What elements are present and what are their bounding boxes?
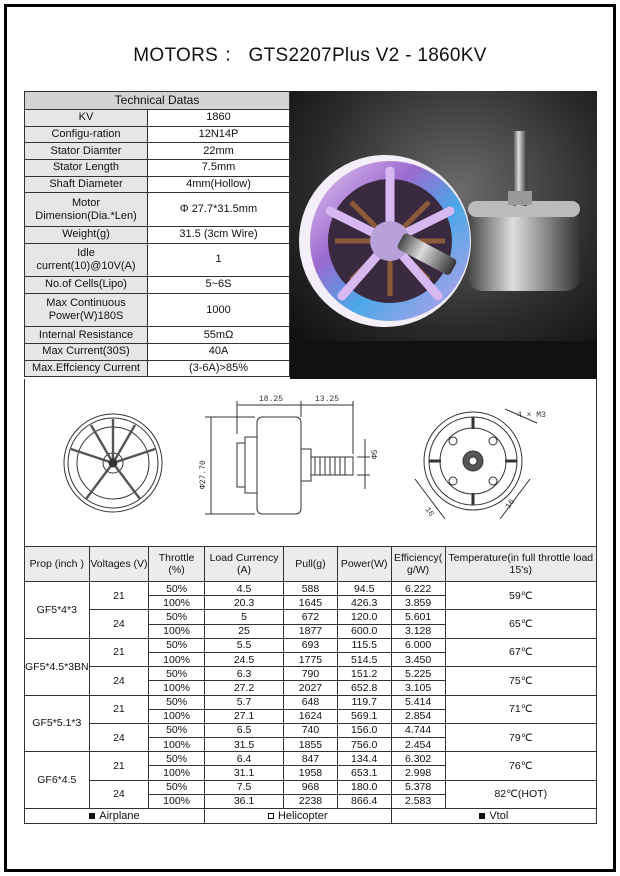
perf-value-cell: 6.3 <box>204 667 283 681</box>
prop-cell: GF5*4*3 <box>25 582 90 639</box>
perf-value-cell: 648 <box>284 695 338 709</box>
perf-value-cell: 6.000 <box>391 638 445 652</box>
spec-value: 55mΩ <box>148 327 290 344</box>
spec-row <box>25 160 290 177</box>
perf-value-cell: 119.7 <box>337 695 391 709</box>
footer-label: Helicopter <box>277 810 328 822</box>
perf-value-cell: 134.4 <box>337 752 391 766</box>
dim-diameter: Φ27.70 <box>199 460 208 489</box>
voltage-cell: 21 <box>89 582 149 610</box>
spec-label: Motor Dimension(Dia.*Len) <box>25 193 148 227</box>
filled-square-icon <box>479 813 485 819</box>
footer-label: Vtol <box>489 810 509 822</box>
dim-total-length: 18.25 <box>259 395 284 404</box>
perf-value-cell: 120.0 <box>337 610 391 624</box>
spec-value: 22mm <box>148 143 290 160</box>
temperature-cell: 67℃ <box>445 638 596 666</box>
perf-value-cell: 50% <box>149 582 205 596</box>
perf-value-cell: 569.1 <box>337 709 391 723</box>
perf-value-cell: 24.5 <box>204 652 283 666</box>
perf-value-cell: 426.3 <box>337 596 391 610</box>
perf-value-cell: 100% <box>149 681 205 695</box>
spec-row <box>25 126 290 143</box>
spec-row <box>25 110 290 127</box>
perf-value-cell: 180.0 <box>337 780 391 794</box>
perf-value-cell: 156.0 <box>337 723 391 737</box>
spec-row <box>25 176 290 193</box>
perf-value-cell: 20.3 <box>204 596 283 610</box>
spec-label: Max Current(30S) <box>25 344 148 361</box>
dim-spacing-2: 16 <box>504 497 517 511</box>
perf-value-cell: 100% <box>149 766 205 780</box>
perf-value-cell: 5 <box>204 610 283 624</box>
voltage-cell: 24 <box>89 723 149 751</box>
spec-label: No.of Cells(Lipo) <box>25 277 148 294</box>
spec-label: Configu-ration <box>25 126 148 143</box>
perf-value-cell: 652.8 <box>337 681 391 695</box>
temperature-cell: 75℃ <box>445 667 596 695</box>
perf-value-cell: 3.450 <box>391 652 445 666</box>
perf-value-cell: 588 <box>284 582 338 596</box>
voltage-cell: 24 <box>89 667 149 695</box>
footer-cell <box>391 809 596 824</box>
spec-value: 1 <box>148 243 290 277</box>
perf-value-cell: 31.5 <box>204 738 283 752</box>
perf-header-cell: Throttle (%) <box>149 547 205 582</box>
perf-value-cell: 50% <box>149 723 205 737</box>
perf-value-cell: 5.601 <box>391 610 445 624</box>
perf-value-cell: 756.0 <box>337 738 391 752</box>
spec-row <box>25 193 290 227</box>
spec-label: Shaft Diameter <box>25 176 148 193</box>
prop-cell: GF5*4.5*3BN <box>25 638 90 695</box>
perf-value-cell: 50% <box>149 610 205 624</box>
perf-value-cell: 94.5 <box>337 582 391 596</box>
perf-value-cell: 3.128 <box>391 624 445 638</box>
perf-value-cell: 6.4 <box>204 752 283 766</box>
perf-value-cell: 2027 <box>284 681 338 695</box>
perf-row <box>25 695 597 709</box>
perf-header-cell: Pull(g) <box>284 547 338 582</box>
perf-row <box>25 667 597 681</box>
perf-value-cell: 6.5 <box>204 723 283 737</box>
spec-row <box>25 293 290 327</box>
perf-row <box>25 638 597 652</box>
spec-row <box>25 226 290 243</box>
spec-value: 40A <box>148 344 290 361</box>
perf-header-cell: Prop (inch ) <box>25 547 90 582</box>
perf-row <box>25 723 597 737</box>
dim-holes: 4 × M3 <box>517 411 546 420</box>
perf-value-cell: 5.7 <box>204 695 283 709</box>
spec-value: 31.5 (3cm Wire) <box>148 226 290 243</box>
perf-value-cell: 1855 <box>284 738 338 752</box>
perf-value-cell: 100% <box>149 794 205 808</box>
perf-value-cell: 2.583 <box>391 794 445 808</box>
prop-cell: GF6*4.5 <box>25 752 90 809</box>
perf-value-cell: 968 <box>284 780 338 794</box>
spec-value: 12N14P <box>148 126 290 143</box>
motor-front-view-drawing <box>64 414 162 512</box>
perf-value-cell: 514.5 <box>337 652 391 666</box>
perf-value-cell: 2238 <box>284 794 338 808</box>
spec-row <box>25 243 290 277</box>
temperature-cell: 82℃(HOT) <box>445 780 596 808</box>
voltage-cell: 24 <box>89 610 149 638</box>
perf-value-cell: 50% <box>149 780 205 794</box>
perf-value-cell: 740 <box>284 723 338 737</box>
hollow-square-icon <box>268 813 274 819</box>
spec-label: Idle current(10)@10V(A) <box>25 243 148 277</box>
perf-value-cell: 4.5 <box>204 582 283 596</box>
footer-cell <box>25 809 205 824</box>
spec-value: 1860 <box>148 110 290 127</box>
perf-value-cell: 1775 <box>284 652 338 666</box>
spec-label: Max.Effciency Current <box>25 360 148 377</box>
performance-table <box>24 546 597 824</box>
perf-header-cell: Temperature(in full throttle load 15's) <box>445 547 596 582</box>
temperature-cell: 79℃ <box>445 723 596 751</box>
motor-photo-art <box>290 91 597 379</box>
perf-value-cell: 1958 <box>284 766 338 780</box>
perf-value-cell: 50% <box>149 752 205 766</box>
voltage-cell: 24 <box>89 780 149 808</box>
temperature-cell: 76℃ <box>445 752 596 780</box>
spec-label: KV <box>25 110 148 127</box>
motor-photo <box>290 91 597 379</box>
spec-row <box>25 327 290 344</box>
perf-header-cell: Voltages (V) <box>89 547 149 582</box>
perf-value-cell: 25 <box>204 624 283 638</box>
perf-value-cell: 50% <box>149 638 205 652</box>
temperature-cell: 65℃ <box>445 610 596 638</box>
perf-value-cell: 5.5 <box>204 638 283 652</box>
spec-label: Stator Length <box>25 160 148 177</box>
perf-value-cell: 100% <box>149 624 205 638</box>
perf-value-cell: 100% <box>149 596 205 610</box>
perf-row <box>25 752 597 766</box>
perf-value-cell: 5.225 <box>391 667 445 681</box>
voltage-cell: 21 <box>89 752 149 780</box>
perf-value-cell: 100% <box>149 738 205 752</box>
spec-value: 7.5mm <box>148 160 290 177</box>
temperature-cell: 71℃ <box>445 695 596 723</box>
dim-bell-length: 13.25 <box>315 395 340 404</box>
perf-value-cell: 600.0 <box>337 624 391 638</box>
perf-value-cell: 1877 <box>284 624 338 638</box>
temperature-cell: 59℃ <box>445 582 596 610</box>
perf-value-cell: 100% <box>149 652 205 666</box>
technical-drawing <box>24 379 597 546</box>
spec-label: Weight(g) <box>25 226 148 243</box>
perf-value-cell: 1645 <box>284 596 338 610</box>
motor-side-view-drawing <box>205 401 370 514</box>
page-title: MOTORS ： GTS2207Plus V2 - 1860KV <box>133 45 487 66</box>
perf-value-cell: 50% <box>149 695 205 709</box>
perf-header-cell: Efficiency( g/W) <box>391 547 445 582</box>
perf-value-cell: 50% <box>149 667 205 681</box>
dim-spacing-1: 16 <box>422 505 436 519</box>
perf-value-cell: 2.454 <box>391 738 445 752</box>
spec-label: Stator Diamter <box>25 143 148 160</box>
spec-row <box>25 143 290 160</box>
perf-value-cell: 115.5 <box>337 638 391 652</box>
perf-header-cell: Load Currency (A) <box>204 547 283 582</box>
spec-value: (3-6A)>85% <box>148 360 290 377</box>
perf-value-cell: 847 <box>284 752 338 766</box>
motor-mount-view-drawing <box>415 409 537 519</box>
perf-value-cell: 672 <box>284 610 338 624</box>
perf-row <box>25 780 597 794</box>
perf-value-cell: 6.302 <box>391 752 445 766</box>
spec-value: 5~6S <box>148 277 290 294</box>
voltage-cell: 21 <box>89 695 149 723</box>
spec-label: Max Continuous Power(W)180S <box>25 293 148 327</box>
perf-value-cell: 693 <box>284 638 338 652</box>
perf-value-cell: 2.854 <box>391 709 445 723</box>
perf-value-cell: 4.744 <box>391 723 445 737</box>
perf-row <box>25 610 597 624</box>
perf-value-cell: 7.5 <box>204 780 283 794</box>
dim-shaft: Φ5 <box>371 449 380 459</box>
spec-label: Internal Resistance <box>25 327 148 344</box>
perf-value-cell: 866.4 <box>337 794 391 808</box>
spec-table <box>24 91 290 377</box>
drawing-svg <box>25 379 598 546</box>
perf-value-cell: 5.378 <box>391 780 445 794</box>
perf-value-cell: 151.2 <box>337 667 391 681</box>
spec-value: 1000 <box>148 293 290 327</box>
perf-header-cell: Power(W) <box>337 547 391 582</box>
perf-value-cell: 6.222 <box>391 582 445 596</box>
voltage-cell: 21 <box>89 638 149 666</box>
perf-value-cell: 653.1 <box>337 766 391 780</box>
filled-square-icon <box>89 813 95 819</box>
prop-cell: GF5*5.1*3 <box>25 695 90 752</box>
perf-row <box>25 582 597 596</box>
perf-value-cell: 36.1 <box>204 794 283 808</box>
spec-row <box>25 360 290 377</box>
perf-value-cell: 5.414 <box>391 695 445 709</box>
spec-row <box>25 344 290 361</box>
perf-value-cell: 27.2 <box>204 681 283 695</box>
spec-value: 4mm(Hollow) <box>148 176 290 193</box>
perf-value-cell: 27.1 <box>204 709 283 723</box>
perf-value-cell: 3.105 <box>391 681 445 695</box>
perf-value-cell: 1624 <box>284 709 338 723</box>
footer-label: Airplane <box>99 810 140 822</box>
spec-value: Φ 27.7*31.5mm <box>148 193 290 227</box>
perf-value-cell: 100% <box>149 709 205 723</box>
spec-row <box>25 277 290 294</box>
perf-value-cell: 2.998 <box>391 766 445 780</box>
footer-cell <box>204 809 391 824</box>
perf-value-cell: 790 <box>284 667 338 681</box>
spec-header: Technical Datas <box>25 92 290 110</box>
perf-value-cell: 31.1 <box>204 766 283 780</box>
perf-value-cell: 3.859 <box>391 596 445 610</box>
